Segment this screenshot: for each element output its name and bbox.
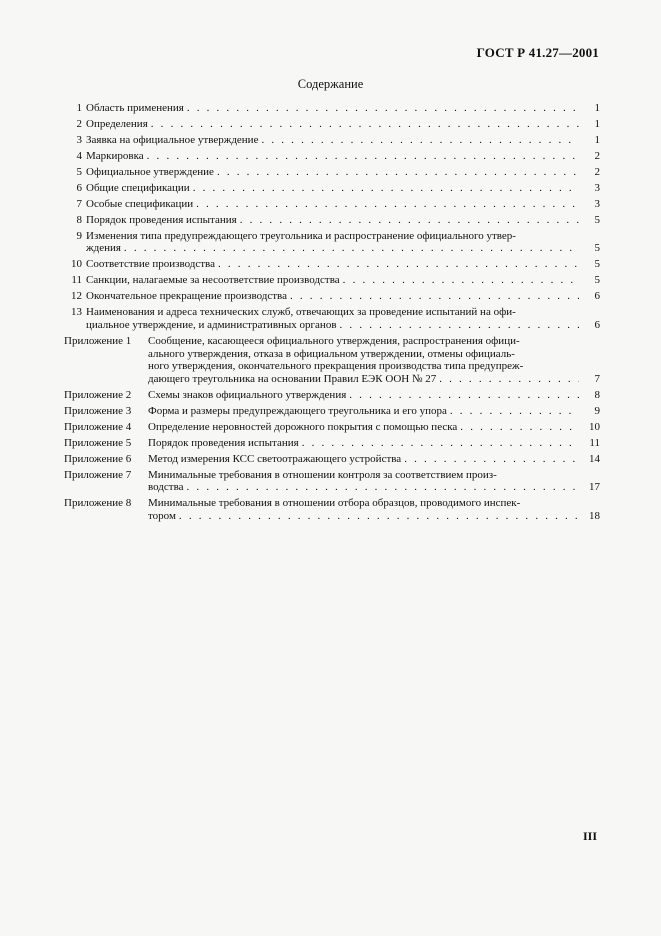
entry-text-block <box>148 469 600 494</box>
entry-text-block <box>148 453 600 466</box>
entry-page-number: 3 <box>594 197 600 210</box>
appendix-label-cell <box>64 389 148 402</box>
section-number: 6 <box>76 181 82 194</box>
entry-last-line <box>148 481 600 494</box>
entry-page-number: 8 <box>594 388 600 401</box>
entry-last-line <box>148 405 600 418</box>
dot-leader <box>439 373 579 386</box>
toc-appendix-entry <box>64 405 600 418</box>
section-number: 9 <box>76 229 82 242</box>
entry-text-block <box>86 198 600 211</box>
entry-title: Санкции, налагаемые за несоответствие производства <box>86 274 340 287</box>
entry-title: циальное утверждение, и административных органов <box>86 319 337 331</box>
entry-page-number: 14 <box>589 452 600 465</box>
entry-text-block <box>86 118 600 131</box>
entry-text-line: ального утверждения, отказа в официальном утверждении, отмены официаль- <box>148 347 515 360</box>
entry-title: ждения <box>86 242 121 255</box>
entry-last-line <box>86 134 600 147</box>
entry-page-number: 1 <box>594 117 600 130</box>
appendix-label: Приложение 6 <box>64 452 132 465</box>
entry-page-number: 2 <box>594 165 600 178</box>
toc-section-entry <box>64 182 600 195</box>
entry-title: дающего треугольника на основании Правил ЕЭК ООН № 27 <box>148 372 437 385</box>
dot-leader <box>290 290 579 303</box>
toc-section-entry <box>64 166 600 179</box>
entry-last-line <box>148 389 600 402</box>
entry-page-number: 17 <box>589 481 600 494</box>
entry-title: Официальное утверждение <box>86 165 214 178</box>
entry-title: Определения <box>86 117 148 130</box>
entry-title: Заявка на официальное утверждение <box>86 133 259 146</box>
dot-leader <box>240 214 579 227</box>
appendix-label-cell <box>64 335 148 348</box>
entry-title: Соответствие производства <box>86 258 215 271</box>
section-number: 1 <box>76 102 82 114</box>
section-number: 3 <box>76 133 82 146</box>
toc-appendix-entry <box>64 469 600 494</box>
entry-page-number: 7 <box>594 372 600 385</box>
toc-section-entry <box>64 214 600 227</box>
toc-section-entry <box>64 102 600 115</box>
entry-title: Область применения <box>86 102 184 114</box>
entry-page-number: 1 <box>594 133 600 146</box>
entry-last-line <box>86 290 600 303</box>
section-number: 12 <box>71 290 82 303</box>
entry-text-block <box>86 102 600 115</box>
entry-title: Порядок проведения испытания <box>148 436 299 449</box>
entry-text-block <box>86 182 600 195</box>
entry-text-block <box>86 134 600 147</box>
section-number: 4 <box>76 149 82 162</box>
entry-page-number: 9 <box>594 404 600 417</box>
entry-text-block <box>86 274 600 287</box>
entry-text-block <box>86 214 600 227</box>
appendix-label: Приложение 2 <box>64 388 132 401</box>
entry-page-number: 1 <box>594 102 600 114</box>
entry-text-block <box>148 421 600 434</box>
toc-appendix-entry <box>64 453 600 466</box>
entry-text-line: Минимальные требования в отношении контроля за соответствием произ- <box>148 468 497 481</box>
entry-text-block <box>86 290 600 303</box>
entry-title: Метод измерения КСС светоотражающего устройства <box>148 452 402 465</box>
toc-section-entry <box>64 306 600 331</box>
entry-page-number: 11 <box>589 436 600 449</box>
dot-leader <box>349 389 579 402</box>
entry-text-block <box>148 405 600 418</box>
appendix-label-cell <box>64 421 148 434</box>
entry-last-line <box>148 437 600 450</box>
entry-page-number: 5 <box>594 242 600 255</box>
dot-leader <box>218 258 579 271</box>
toc-appendix-entry <box>64 421 600 434</box>
entry-last-line <box>86 102 600 115</box>
entry-title: водства <box>148 481 184 494</box>
toc-section-entry <box>64 198 600 211</box>
entry-text-block <box>86 230 600 255</box>
entry-last-line <box>86 242 600 255</box>
appendix-label: Приложение 1 <box>64 334 132 347</box>
document-code: ГОСТ Р 41.27—2001 <box>476 45 599 60</box>
entry-page-number: 18 <box>589 509 600 522</box>
dot-leader <box>147 150 579 163</box>
entry-last-line <box>148 510 600 523</box>
dot-leader <box>404 453 579 466</box>
entry-text-block <box>86 306 600 331</box>
entry-page-number: 10 <box>589 420 600 433</box>
entry-title: Маркировка <box>86 149 144 162</box>
toc-section-entry <box>64 118 600 131</box>
entry-title: Общие спецификации <box>86 181 190 194</box>
entry-last-line <box>86 150 600 163</box>
dot-leader <box>151 118 579 131</box>
entry-last-line <box>148 421 600 434</box>
entry-last-line <box>86 214 600 227</box>
entry-title: Определение неровностей дорожного покрытия с помощью песка <box>148 420 458 433</box>
dot-leader <box>261 134 579 147</box>
section-number: 11 <box>71 274 82 287</box>
entry-page-number: 5 <box>594 274 600 287</box>
entry-last-line <box>86 319 600 332</box>
dot-leader <box>460 421 579 434</box>
dot-leader <box>217 166 579 179</box>
entry-text-block <box>148 335 600 385</box>
appendix-label: Приложение 8 <box>64 497 132 510</box>
entry-title: Схемы знаков официального утверждения <box>148 388 347 401</box>
dot-leader <box>124 242 579 255</box>
toc-appendix-entry <box>64 497 600 522</box>
section-number: 5 <box>76 165 82 178</box>
entry-text-line: ного утверждения, окончательного прекращения производства типа предупреж- <box>148 360 524 373</box>
entry-last-line <box>86 182 600 195</box>
entry-last-line <box>86 166 600 179</box>
appendix-label-cell <box>64 453 148 466</box>
toc-appendix-entry <box>64 335 600 385</box>
section-number: 13 <box>71 306 82 319</box>
entry-text-block <box>148 497 600 522</box>
toc-section-entry <box>64 134 600 147</box>
dot-leader <box>340 319 579 332</box>
appendix-label-cell <box>64 437 148 450</box>
dot-leader <box>343 274 579 287</box>
dot-leader <box>450 405 579 418</box>
toc-appendix-entry <box>64 437 600 450</box>
entry-title: Особые спецификации <box>86 197 194 210</box>
section-number: 10 <box>71 258 82 271</box>
entry-last-line <box>86 274 600 287</box>
section-number: 2 <box>76 117 82 130</box>
appendix-label-cell <box>64 497 148 510</box>
entry-last-line <box>148 453 600 466</box>
entry-last-line <box>86 118 600 131</box>
entry-title: тором <box>148 509 176 522</box>
entry-last-line <box>86 198 600 211</box>
entry-text-line: Минимальные требования в отношении отбора образцов, проводимого инспек- <box>148 497 521 510</box>
entry-text-line: Наименования и адреса технических служб, отвечающих за проведение испытаний на офи- <box>86 306 516 319</box>
entry-page-number: 5 <box>594 258 600 271</box>
table-of-contents <box>64 102 600 526</box>
entry-page-number: 6 <box>594 319 600 331</box>
entry-text-block <box>148 437 600 450</box>
dot-leader <box>302 437 579 450</box>
toc-title: Содержание <box>297 77 364 91</box>
dot-leader <box>187 102 579 115</box>
entry-last-line <box>148 373 600 386</box>
toc-section-entry <box>64 290 600 303</box>
toc-appendix-entry <box>64 389 600 402</box>
toc-section-entry <box>64 258 600 271</box>
toc-section-entry <box>64 274 600 287</box>
dot-leader <box>187 481 579 494</box>
entry-last-line <box>86 258 600 271</box>
entry-page-number: 2 <box>594 149 600 162</box>
section-number: 8 <box>76 213 82 226</box>
entry-text-block <box>86 258 600 271</box>
entry-title: Порядок проведения испытания <box>86 213 237 226</box>
appendix-label-cell <box>64 469 148 482</box>
section-number: 7 <box>76 197 82 210</box>
entry-page-number: 6 <box>594 290 600 303</box>
entry-page-number: 3 <box>594 181 600 194</box>
dot-leader <box>193 182 579 195</box>
entry-text-line: Изменения типа предупреждающего треугольника и распространение официального утвер- <box>86 229 516 242</box>
entry-page-number: 5 <box>594 213 600 226</box>
entry-title: Окончательное прекращение производства <box>86 290 287 303</box>
appendix-label-cell <box>64 405 148 418</box>
appendix-label: Приложение 5 <box>64 436 132 449</box>
toc-section-entry <box>64 150 600 163</box>
dot-leader <box>196 198 579 211</box>
appendix-label: Приложение 7 <box>64 468 132 481</box>
page-number: III <box>582 829 597 843</box>
appendix-label: Приложение 3 <box>64 404 132 417</box>
entry-title: Форма и размеры предупреждающего треугольника и его упора <box>148 404 447 417</box>
entry-text-block <box>86 166 600 179</box>
entry-text-block <box>148 389 600 402</box>
appendix-label: Приложение 4 <box>64 420 132 433</box>
entry-text-block <box>86 150 600 163</box>
entry-text-line: Сообщение, касающееся официального утверждения, распространения офици- <box>148 334 520 347</box>
toc-section-entry <box>64 230 600 255</box>
dot-leader <box>179 510 579 523</box>
